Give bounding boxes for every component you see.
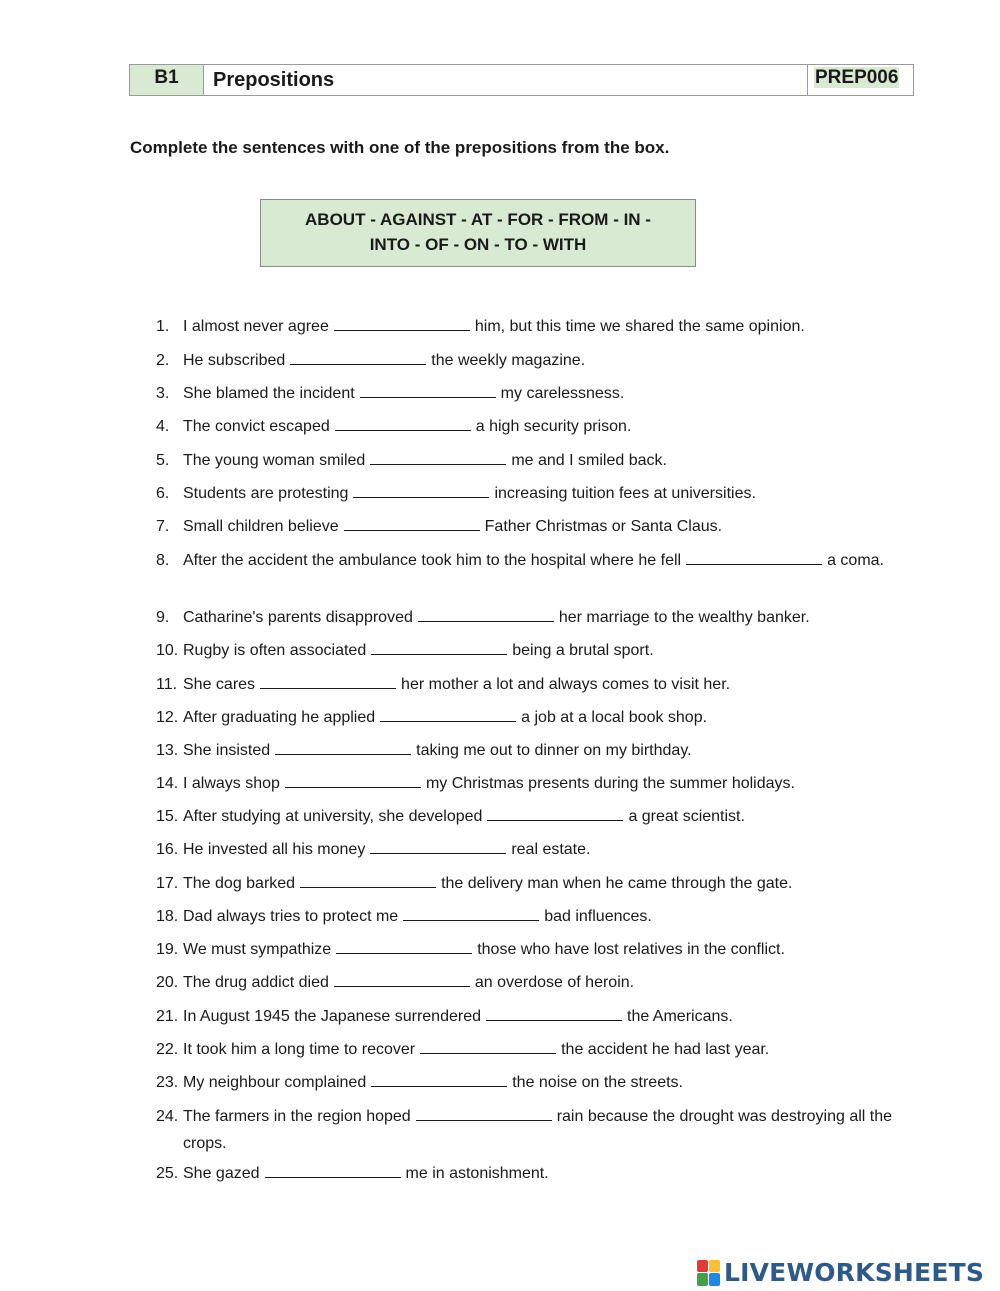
level-cell: B1 (130, 65, 204, 95)
logo-square-3 (697, 1273, 708, 1286)
sentence-number: 11. (156, 676, 178, 693)
sentence-text-after: the Americans. (627, 1008, 733, 1025)
sentence-number: 13. (156, 742, 179, 759)
sentence-text-before: After graduating he applied (183, 709, 376, 726)
sentence-text-before: She blamed the incident (183, 385, 355, 402)
sentence-number: 21. (156, 1008, 179, 1025)
sentence-text (183, 969, 896, 996)
sentence-item (156, 936, 896, 963)
sentence-text-after: my carelessness. (500, 385, 625, 402)
sentence-text (183, 870, 896, 897)
sentence-item (156, 447, 896, 474)
sentence-number: 17. (156, 875, 179, 892)
sentence-item (156, 313, 896, 340)
sentence-text-after: the delivery man when he came through the gate. (441, 875, 793, 892)
answer-blank[interactable] (336, 939, 472, 954)
sentence-number: 16. (156, 841, 179, 858)
sentence-text-before: He subscribed (183, 352, 286, 369)
sentence-text-after: my Christmas presents during the summer holidays. (425, 775, 795, 792)
sentence-item (156, 903, 896, 930)
sentence-text-after: being a brutal sport. (512, 642, 654, 659)
sentence-text-after: me and I smiled back. (511, 452, 667, 469)
sentence-text-after: those who have lost relatives in the conflict. (477, 941, 785, 958)
answer-blank[interactable] (416, 1106, 552, 1121)
instruction-text: Complete the sentences with one of the prepositions from the box. (130, 138, 670, 157)
sentence-text-before: She cares (183, 676, 256, 693)
sentence-item (156, 1003, 896, 1030)
sentence-number: 12. (156, 709, 179, 726)
sentence-number: 20. (156, 974, 179, 991)
answer-blank[interactable] (420, 1039, 556, 1054)
answer-blank[interactable] (353, 483, 489, 498)
sentence-text-before: I almost never agree (183, 318, 329, 335)
sentence-text-after: the accident he had last year. (561, 1041, 770, 1058)
liveworksheets-icon (697, 1260, 720, 1286)
answer-blank[interactable] (335, 416, 471, 431)
sentence-text (183, 313, 896, 340)
sentence-item (156, 1069, 896, 1096)
answer-blank[interactable] (370, 450, 506, 465)
sentence-text (183, 447, 896, 474)
answer-blank[interactable] (334, 316, 470, 331)
sentence-text (183, 803, 896, 830)
sentence-number: 7. (156, 518, 170, 535)
sentence-text (183, 637, 896, 664)
sentence-item (156, 737, 896, 764)
sentence-item (156, 1160, 896, 1187)
sentence-number: 3. (156, 385, 170, 402)
sentence-text-after: a great scientist. (628, 808, 745, 825)
sentence-text-after: a coma. (827, 552, 884, 569)
sentence-number: 8. (156, 552, 170, 569)
answer-blank[interactable] (265, 1163, 401, 1178)
answer-blank[interactable] (486, 1006, 622, 1021)
sentence-text-before: She gazed (183, 1165, 260, 1182)
answer-blank[interactable] (360, 383, 496, 398)
logo-square-1 (697, 1260, 708, 1273)
sentence-text (183, 1103, 896, 1157)
sentence-number: 2. (156, 352, 170, 369)
sentence-text (183, 1036, 896, 1063)
answer-blank[interactable] (371, 640, 507, 655)
sentence-text (183, 836, 896, 863)
answer-blank[interactable] (371, 1072, 507, 1087)
sentence-number: 24. (156, 1108, 179, 1125)
sentence-text (183, 737, 896, 764)
sentence-text (183, 936, 896, 963)
worksheet-code-cell (807, 65, 913, 95)
liveworksheets-logo (697, 1258, 984, 1287)
sentence-number: 6. (156, 485, 170, 502)
sentence-item (156, 870, 896, 897)
sentence-text (183, 704, 896, 731)
sentence-item (156, 770, 896, 797)
sentence-item (156, 637, 896, 664)
sentence-item (156, 704, 896, 731)
sentence-text-before: He invested all his money (183, 841, 366, 858)
sentence-text-after: a high security prison. (475, 418, 632, 435)
sentence-item (156, 413, 896, 440)
logo-text: LIVEWORKSHEETS (724, 1258, 985, 1287)
worksheet-title: Prepositions (213, 69, 335, 91)
answer-blank[interactable] (487, 806, 623, 821)
sentence-item (156, 671, 896, 698)
sentence-text (183, 1003, 896, 1030)
sentence-item (156, 604, 896, 631)
sentence-text-after: the noise on the streets. (512, 1074, 683, 1091)
answer-blank[interactable] (275, 740, 411, 755)
sentence-text-before: Rugby is often associated (183, 642, 367, 659)
sentence-number: 4. (156, 418, 170, 435)
sentence-text-before: We must sympathize (183, 941, 332, 958)
worksheet-code: PREP006 (815, 67, 899, 88)
sentence-number: 14. (156, 775, 179, 792)
sentence-text (183, 547, 896, 574)
sentence-text (183, 671, 896, 698)
logo-square-2 (709, 1260, 720, 1273)
sentence-text-after: real estate. (511, 841, 591, 858)
answer-blank[interactable] (290, 350, 426, 365)
sentence-text-before: Students are protesting (183, 485, 349, 502)
sentence-number: 10. (156, 642, 179, 659)
answer-blank[interactable] (403, 906, 539, 921)
answer-blank[interactable] (418, 607, 554, 622)
sentence-number: 5. (156, 452, 170, 469)
word-box-line-2: INTO - OF - ON - TO - WITH (369, 235, 587, 254)
sentence-item (156, 347, 896, 374)
sentence-text-before: The dog barked (183, 875, 296, 892)
sentence-text-before: In August 1945 the Japanese surrendered (183, 1008, 481, 1025)
sentence-text-after: an overdose of heroin. (474, 974, 635, 991)
sentence-text (183, 604, 896, 631)
answer-blank[interactable] (370, 839, 506, 854)
sentence-text-before: It took him a long time to recover (183, 1041, 416, 1058)
sentence-text (183, 1160, 896, 1187)
sentence-text-after: the weekly magazine. (431, 352, 586, 369)
sentence-text-before: The convict escaped (183, 418, 330, 435)
sentence-item (156, 1103, 896, 1157)
sentence-text-before: Small children believe (183, 518, 339, 535)
sentence-item (156, 380, 896, 407)
sentence-number: 1. (156, 318, 170, 335)
preposition-word-box (260, 199, 696, 267)
sentence-item (156, 513, 896, 540)
sentence-text-before: After studying at university, she developed (183, 808, 483, 825)
sentence-text-before: Catharine's parents disapproved (183, 609, 413, 626)
sentence-item (156, 836, 896, 863)
sentence-text (183, 903, 896, 930)
sentence-text-after: her mother a lot and always comes to visit her. (401, 676, 731, 693)
sentence-text-after: her marriage to the wealthy banker. (558, 609, 810, 626)
worksheet-header (129, 64, 914, 96)
sentence-number: 22. (156, 1041, 179, 1058)
sentence-text-after: rain because the drought was destroying all the crops. (183, 1108, 893, 1152)
answer-blank[interactable] (300, 873, 436, 888)
sentence-text-before: The drug addict died (183, 974, 329, 991)
sentence-text (183, 770, 896, 797)
sentence-text-before: My neighbour complained (183, 1074, 367, 1091)
sentence-number: 15. (156, 808, 179, 825)
sentence-text-after: me in astonishment. (405, 1165, 549, 1182)
sentence-text (183, 347, 896, 374)
sentence-text (183, 413, 896, 440)
sentence-text-before: The young woman smiled (183, 452, 366, 469)
sentence-item (156, 969, 896, 996)
answer-blank[interactable] (344, 516, 480, 531)
sentence-text-before: Dad always tries to protect me (183, 908, 399, 925)
sentence-number: 19. (156, 941, 179, 958)
sentence-text-after: taking me out to dinner on my birthday. (416, 742, 692, 759)
sentence-text-before: The farmers in the region hoped (183, 1108, 411, 1125)
sentence-text-after: a job at a local book shop. (521, 709, 708, 726)
sentence-text-before: I always shop (183, 775, 280, 792)
sentence-item (156, 480, 896, 507)
sentence-text (183, 513, 896, 540)
sentence-text-after: Father Christmas or Santa Claus. (484, 518, 723, 535)
answer-blank[interactable] (285, 773, 421, 788)
answer-blank[interactable] (260, 674, 396, 689)
answer-blank[interactable] (380, 707, 516, 722)
sentence-text-after: him, but this time we shared the same opinion. (474, 318, 805, 335)
sentence-number: 18. (156, 908, 179, 925)
word-box-line-1: ABOUT - AGAINST - AT - FOR - FROM - IN - (305, 210, 651, 229)
answer-blank[interactable] (334, 972, 470, 987)
logo-square-4 (709, 1273, 720, 1286)
sentence-text (183, 480, 896, 507)
sentence-item (156, 547, 896, 574)
answer-blank[interactable] (686, 550, 822, 565)
sentence-text-after: increasing tuition fees at universities. (494, 485, 756, 502)
sentence-text (183, 380, 896, 407)
sentence-item (156, 803, 896, 830)
sentence-item (156, 1036, 896, 1063)
sentence-text-before: After the accident the ambulance took him to the hospital where he fell (183, 552, 682, 569)
sentence-number: 9. (156, 609, 170, 626)
sentence-number: 25. (156, 1165, 179, 1182)
sentence-text (183, 1069, 896, 1096)
sentence-number: 23. (156, 1074, 179, 1091)
sentence-text-before: She insisted (183, 742, 271, 759)
sentence-text-after: bad influences. (544, 908, 652, 925)
